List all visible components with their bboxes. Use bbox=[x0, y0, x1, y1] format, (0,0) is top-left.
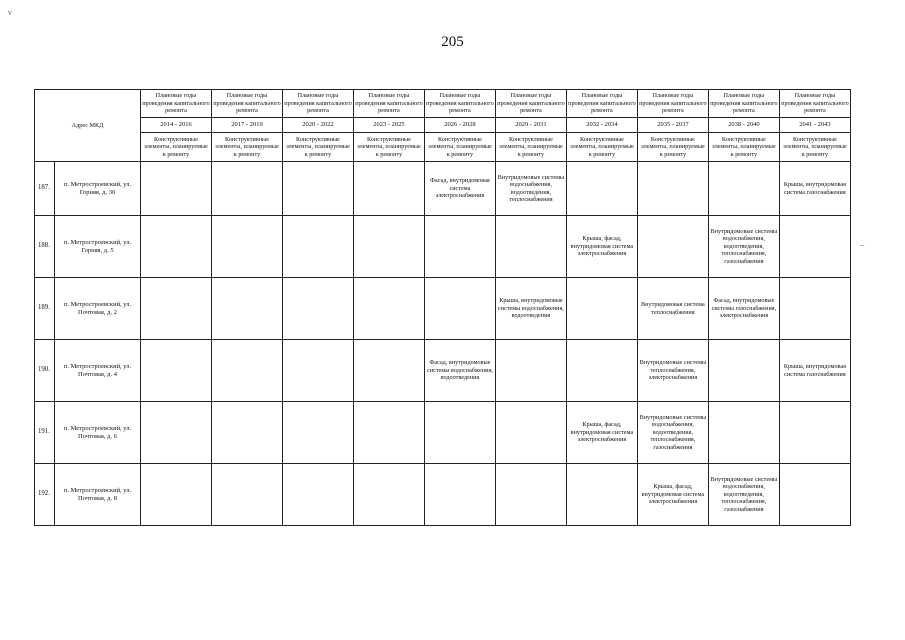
element-header: Конструктивные элементы, планируемые к ремонту bbox=[282, 133, 353, 162]
element-header: Конструктивные элементы, планируемые к ремонту bbox=[141, 133, 212, 162]
year-group-header: Плановые годы проведения капитального ремонта bbox=[353, 90, 424, 118]
period-header: 2017 - 2019 bbox=[212, 118, 283, 133]
repair-cell bbox=[566, 340, 637, 402]
address-cell: п. Метростроевский, ул. Почтовая, д. 2 bbox=[55, 278, 141, 340]
repair-cell: Фасад, внутридомовые системы водоснабжения, водоотведения bbox=[424, 340, 495, 402]
scan-mark: – bbox=[860, 240, 864, 249]
repair-cell: Крыша, внутридомовая система газоснабжения bbox=[779, 162, 850, 216]
table-row bbox=[35, 402, 851, 464]
address-header: Адрес МКД bbox=[35, 90, 141, 162]
repair-cell bbox=[282, 340, 353, 402]
header-years-row bbox=[35, 90, 851, 118]
repair-cell: Внутридомовые системы водоснабжения, водоотведения, теплоснабжения, газоснабжения bbox=[708, 216, 779, 278]
row-number: 191. bbox=[35, 402, 55, 464]
address-cell: п. Метростроевский, ул. Горняя, д. 30 bbox=[55, 162, 141, 216]
repair-cell bbox=[495, 402, 566, 464]
repair-cell bbox=[212, 216, 283, 278]
repair-cell bbox=[424, 216, 495, 278]
table-row bbox=[35, 216, 851, 278]
repair-cell bbox=[779, 278, 850, 340]
repair-cell bbox=[282, 464, 353, 526]
repair-cell bbox=[141, 340, 212, 402]
row-number: 192. bbox=[35, 464, 55, 526]
repair-cell bbox=[141, 216, 212, 278]
repair-cell bbox=[779, 402, 850, 464]
repair-cell bbox=[353, 162, 424, 216]
repair-cell bbox=[212, 402, 283, 464]
repair-cell bbox=[424, 278, 495, 340]
repair-cell bbox=[495, 340, 566, 402]
repair-cell: Фасад, внутридомовая система электроснабжения bbox=[424, 162, 495, 216]
year-group-header: Плановые годы проведения капитального ремонта bbox=[424, 90, 495, 118]
address-cell: п. Метростроевский, ул. Почтовая, д. 6 bbox=[55, 402, 141, 464]
repair-cell bbox=[566, 162, 637, 216]
repair-cell: Крыша, внутридомовая система газоснабжения bbox=[779, 340, 850, 402]
repair-cell bbox=[282, 278, 353, 340]
repair-cell bbox=[212, 464, 283, 526]
repair-cell bbox=[282, 162, 353, 216]
repair-cell bbox=[141, 278, 212, 340]
row-number: 190. bbox=[35, 340, 55, 402]
repair-cell: Внутридомовые системы водоснабжения, водоотведения, теплоснабжения, газоснабжения bbox=[637, 402, 708, 464]
repair-cell bbox=[708, 402, 779, 464]
element-header: Конструктивные элементы, планируемые к ремонту bbox=[212, 133, 283, 162]
repair-cell bbox=[495, 464, 566, 526]
repair-cell: Внутридомовые системы водоснабжения, водоотведения, теплоснабжения bbox=[495, 162, 566, 216]
repair-cell: Крыша, фасад, внутридомовая система электроснабжения bbox=[566, 402, 637, 464]
page-number: 205 bbox=[441, 34, 464, 50]
repair-cell bbox=[566, 278, 637, 340]
element-header: Конструктивные элементы, планируемые к ремонту bbox=[495, 133, 566, 162]
repair-cell bbox=[779, 464, 850, 526]
repair-cell bbox=[424, 402, 495, 464]
table-row bbox=[35, 162, 851, 216]
period-header: 2020 - 2022 bbox=[282, 118, 353, 133]
year-group-header: Плановые годы проведения капитального ремонта bbox=[566, 90, 637, 118]
repair-cell: Крыша, фасад, внутридомовая система электроснабжения bbox=[566, 216, 637, 278]
element-header: Конструктивные элементы, планируемые к ремонту bbox=[566, 133, 637, 162]
element-header: Конструктивные элементы, планируемые к ремонту bbox=[424, 133, 495, 162]
repair-cell bbox=[141, 464, 212, 526]
table-row bbox=[35, 464, 851, 526]
repair-cell bbox=[495, 216, 566, 278]
element-header: Конструктивные элементы, планируемые к ремонту bbox=[353, 133, 424, 162]
repair-cell bbox=[424, 464, 495, 526]
repair-cell bbox=[212, 162, 283, 216]
repair-cell bbox=[353, 278, 424, 340]
row-number: 189. bbox=[35, 278, 55, 340]
repair-cell bbox=[212, 278, 283, 340]
row-number: 188. bbox=[35, 216, 55, 278]
period-header: 2038 - 2040 bbox=[708, 118, 779, 133]
repair-cell bbox=[708, 340, 779, 402]
repair-cell bbox=[779, 216, 850, 278]
repair-cell bbox=[708, 162, 779, 216]
repair-cell bbox=[637, 162, 708, 216]
repair-cell: Крыша, внутридомовые системы водоснабжения, водоотведения bbox=[495, 278, 566, 340]
header-periods-row bbox=[35, 118, 851, 133]
header-elements-row bbox=[35, 133, 851, 162]
element-header: Конструктивные элементы, планируемые к ремонту bbox=[637, 133, 708, 162]
repair-cell bbox=[141, 402, 212, 464]
year-group-header: Плановые годы проведения капитального ремонта bbox=[637, 90, 708, 118]
repair-cell bbox=[282, 402, 353, 464]
repair-cell: Крыша, фасад, внутридомовая система электроснабжения bbox=[637, 464, 708, 526]
table-row bbox=[35, 278, 851, 340]
year-group-header: Плановые годы проведения капитального ремонта bbox=[141, 90, 212, 118]
year-group-header: Плановые годы проведения капитального ремонта bbox=[779, 90, 850, 118]
repair-cell bbox=[282, 216, 353, 278]
element-header: Конструктивные элементы, планируемые к ремонту bbox=[779, 133, 850, 162]
address-cell: п. Метростроевский, ул. Горняя, д. 5 bbox=[55, 216, 141, 278]
table-row bbox=[35, 340, 851, 402]
address-cell: п. Метростроевский, ул. Почтовая, д. 8 bbox=[55, 464, 141, 526]
period-header: 2041 - 2043 bbox=[779, 118, 850, 133]
period-header: 2029 - 2031 bbox=[495, 118, 566, 133]
element-header: Конструктивные элементы, планируемые к ремонту bbox=[708, 133, 779, 162]
row-number: 187. bbox=[35, 162, 55, 216]
year-group-header: Плановые годы проведения капитального ремонта bbox=[495, 90, 566, 118]
repair-cell bbox=[566, 464, 637, 526]
capital-repair-table bbox=[34, 89, 851, 526]
repair-cell bbox=[141, 162, 212, 216]
repair-cell bbox=[353, 340, 424, 402]
repair-cell bbox=[353, 216, 424, 278]
year-group-header: Плановые годы проведения капитального ремонта bbox=[282, 90, 353, 118]
year-group-header: Плановые годы проведения капитального ремонта bbox=[212, 90, 283, 118]
repair-cell bbox=[637, 216, 708, 278]
repair-cell: Внутридомовые системы водоснабжения, водоотведения, теплоснабжения, газоснабжения bbox=[708, 464, 779, 526]
address-cell: п. Метростроевский, ул. Почтовая, д. 4 bbox=[55, 340, 141, 402]
scan-mark: ν bbox=[8, 8, 12, 17]
period-header: 2023 - 2025 bbox=[353, 118, 424, 133]
repair-cell: Внутридомовая система теплоснабжения bbox=[637, 278, 708, 340]
repair-cell bbox=[353, 464, 424, 526]
repair-cell bbox=[212, 340, 283, 402]
period-header: 2032 - 2034 bbox=[566, 118, 637, 133]
period-header: 2014 - 2016 bbox=[141, 118, 212, 133]
repair-cell: Фасад, внутридомовые системы газоснабжения, электроснабжения bbox=[708, 278, 779, 340]
year-group-header: Плановые годы проведения капитального ремонта bbox=[708, 90, 779, 118]
repair-cell bbox=[353, 402, 424, 464]
period-header: 2035 - 2037 bbox=[637, 118, 708, 133]
repair-cell: Внутридомовые системы теплоснабжения, электроснабжения bbox=[637, 340, 708, 402]
period-header: 2026 - 2028 bbox=[424, 118, 495, 133]
